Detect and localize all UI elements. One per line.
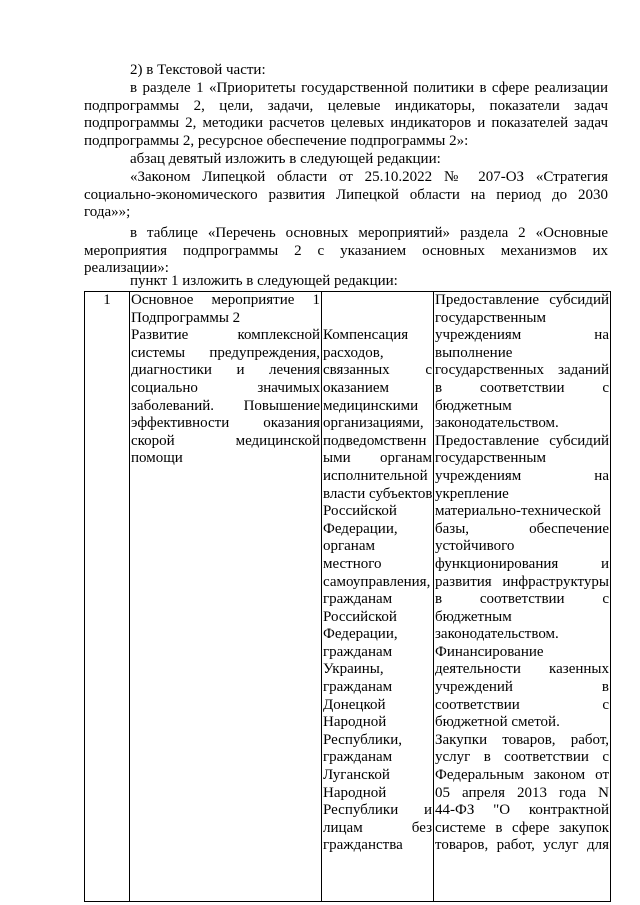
paragraph-abzac (84, 151, 608, 169)
cell-line: организациями, (323, 415, 424, 432)
cell-line: диагностики и лечения (131, 362, 320, 379)
cell-line: подведомственн (323, 432, 427, 449)
cell-line: ыми органам (323, 450, 432, 467)
cell-line: гражданства (323, 837, 403, 854)
text-line: социально-экономического развития Липецкой области на период до 2030 (84, 186, 608, 203)
cell-line: развития инфраструктуры (435, 573, 609, 590)
cell-line (323, 310, 432, 328)
text-line: абзац девятый изложить в следующей редакции: (130, 151, 441, 167)
cell-line: системе в сфере закупок (435, 819, 609, 836)
cell-line: Финансирование (435, 643, 544, 660)
cell-line: лицам без (323, 819, 432, 836)
cell-line: Народной (323, 784, 387, 801)
paragraph-section-1 (84, 80, 608, 150)
cell-line: 44-ФЗ "О контрактной (435, 802, 609, 819)
compensation-cell (322, 292, 434, 902)
cell-line: укрепление (435, 485, 509, 502)
table-row (85, 292, 611, 902)
cell-line: Народной (323, 714, 387, 731)
measure-name-cell (130, 292, 322, 902)
cell-line: гражданам (323, 643, 393, 660)
cell-line: самоуправления, (323, 573, 431, 590)
mechanism-cell (434, 292, 611, 902)
cell-line: Луганской (323, 767, 390, 784)
paragraph-law (84, 169, 608, 222)
text-line: «Законом Липецкой области от 25.10.2022 № 207-ОЗ «Стратегия (130, 169, 608, 185)
cell-line: Украины, (323, 661, 384, 678)
cell-line: гражданам (323, 591, 393, 608)
cell-line: эффективности оказания (131, 415, 320, 432)
cell-line: связанных с (323, 362, 432, 379)
cell-line: Донецкой (323, 696, 386, 713)
cell-line: исполнительной (323, 467, 428, 484)
cell-line: деятельности казенных (435, 661, 609, 678)
cell-line: Основное мероприятие 1 (131, 292, 320, 308)
cell-line: бюджетным (435, 397, 512, 414)
cell-line: Закупки товаров, работ, (435, 731, 609, 748)
cell-line: Предоставление субсидий (435, 292, 609, 308)
cell-line: гражданам (323, 679, 393, 696)
paragraph-heading (84, 62, 608, 80)
text-line: подпрограммы 2, методики расчетов целевых индикаторов и показателей задач (84, 115, 608, 132)
cell-line: Компенсация (323, 327, 409, 344)
cell-line: социально значимых (131, 379, 320, 396)
measures-table (84, 291, 611, 902)
cell-line: Федерации, (323, 626, 398, 643)
cell-line: Развитие комплексной (131, 327, 320, 344)
cell-line: учреждениям на (435, 327, 609, 344)
cell-line: расходов, (323, 344, 384, 361)
text-line: года»»; (84, 204, 131, 221)
cell-line: устойчивого (435, 538, 515, 555)
text-line: в таблице «Перечень основных мероприятий» раздела 2 «Основные (130, 225, 608, 241)
cell-line: системы предупреждения, (131, 344, 320, 361)
cell-line: Подпрограммы 2 (131, 309, 241, 326)
cell-line: Федерации, (323, 520, 398, 537)
text-line: реализации»: (84, 260, 169, 277)
cell-line: законодательством. (435, 626, 559, 643)
paragraph-punkt (84, 273, 608, 291)
cell-line: государственных заданий (435, 362, 609, 379)
cell-line: Республики, (323, 731, 402, 748)
cell-line: Российской (323, 503, 397, 520)
text-line: в разделе 1 «Приоритеты государственной политики в сфере реализации (130, 80, 608, 96)
cell-line: заболеваний. Повышение (131, 397, 320, 414)
cell-line: товаров, работ, услуг для (435, 837, 609, 854)
text-line: подпрограммы 2, цели, задачи, целевые индикаторы, показатели задач (84, 97, 608, 114)
cell-line: функционирования и (435, 555, 609, 572)
cell-line: местного (323, 555, 382, 572)
text-line: 2) в Текстовой части: (130, 62, 266, 78)
cell-line: скорой медицинской (131, 432, 320, 449)
cell-line: в соответствии с (435, 591, 609, 608)
cell-line: Предоставление субсидий (435, 432, 609, 449)
cell-line: помощи (131, 450, 183, 467)
cell-line: оказанием (323, 379, 390, 396)
text-line: пункт 1 изложить в следующей редакции: (130, 273, 398, 289)
cell-line: 05 апреля 2013 года N (435, 784, 609, 801)
cell-line: государственным (435, 309, 546, 326)
cell-line: Федеральным законом от (435, 767, 609, 784)
paragraph-table-ref (84, 225, 608, 278)
cell-line: в соответствии с (435, 379, 609, 396)
cell-line: государственным (435, 450, 546, 467)
cell-line (323, 292, 432, 310)
cell-line: Республики и (323, 802, 432, 819)
row-number: 1 (103, 292, 111, 308)
cell-line: услуг в соответствии с (435, 749, 609, 766)
cell-line: учреждений в (435, 679, 609, 696)
cell-line: бюджетной сметой. (435, 714, 560, 731)
text-line: подпрограммы 2, ресурсное обеспечение подпрограммы 2»: (84, 132, 469, 149)
cell-line: базы, обеспечение (435, 520, 609, 537)
row-number-cell (85, 292, 130, 902)
cell-line: законодательством. (435, 415, 559, 432)
cell-line: материально-технической (435, 503, 601, 520)
text-line: мероприятия подпрограммы 2 с указанием основных механизмов их (84, 242, 608, 259)
cell-line: бюджетным (435, 608, 512, 625)
cell-line: медицинскими (323, 397, 419, 414)
cell-line: Российской (323, 608, 397, 625)
cell-line: соответствии с (435, 696, 609, 713)
cell-line: учреждениям на (435, 467, 609, 484)
cell-line: органам (323, 538, 375, 555)
cell-line: власти субъектов (323, 485, 432, 502)
cell-line: гражданам (323, 749, 393, 766)
cell-line: выполнение (435, 344, 513, 361)
